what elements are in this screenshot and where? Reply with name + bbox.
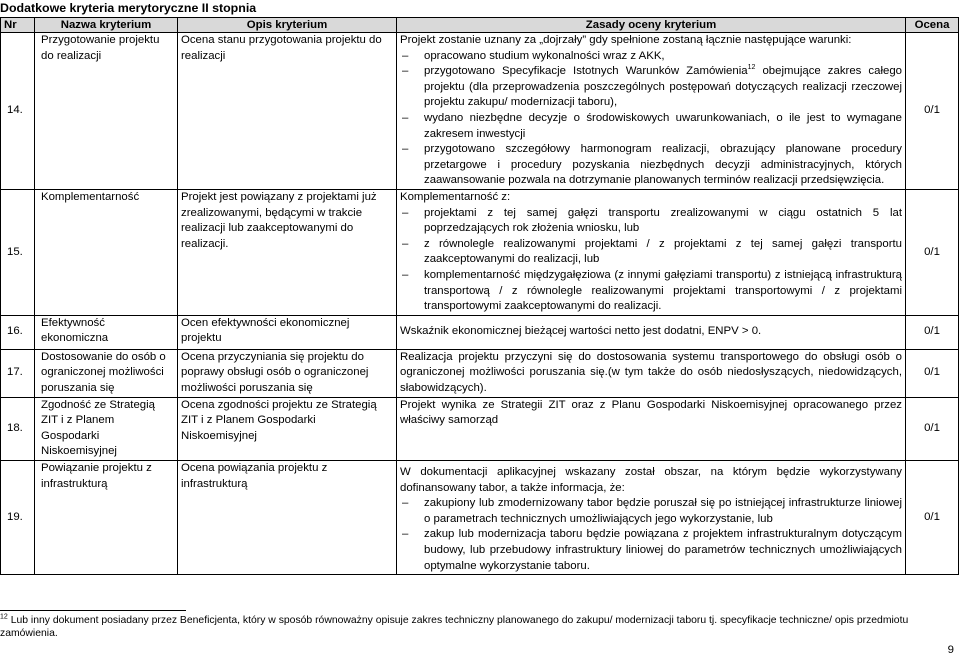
rules-list	[400, 496, 902, 574]
criterion-rules: Wskaźnik ekonomicznej bieżącej wartości netto jest dodatni, ENPV > 0.	[397, 315, 906, 349]
list-item: – zakup lub modernizacja taboru będzie powiązana z projektem infrastrukturalnym dotyczącym budowy, lub przebudowy infrastruktury liniowej do parametrów technicznych umożliwiających optymalne wykorzystanie taboru.	[400, 527, 902, 574]
criterion-description: Ocena stanu przygotowania projektu do realizacji	[178, 33, 397, 190]
score-cell: 0/1	[906, 397, 959, 460]
row-number: 19.	[1, 461, 35, 575]
list-item: – projektami z tej samej gałęzi transportu zrealizowanymi w ciągu ostatnich 5 lat poprzedzających rok złożenia wniosku, lub	[400, 206, 902, 237]
page-number: 9	[947, 644, 954, 656]
list-item: – wydano niezbędne decyzje o środowiskowych uwarunkowaniach, o ile jest to wymagane zakresem inwestycji	[400, 111, 902, 142]
criterion-name: Zgodność ze Strategią ZIT i z Planem Gospodarki Niskoemisyjnej	[35, 397, 178, 460]
list-item: – przygotowano szczegółowy harmonogram realizacji, obrazujący planowane procedury przetargowe i procedury pozyskania niezbędnych decyzji administracyjnych, których zaawansowanie pozwala na dotrzymanie planowanych terminów realizacji przedsięwzięcia.	[400, 142, 902, 189]
row-number: 14.	[1, 33, 35, 190]
column-header-desc: Opis kryterium	[178, 18, 397, 33]
criterion-name: Komplementarność	[35, 189, 178, 315]
table-row	[1, 461, 959, 575]
footnote-separator	[0, 610, 186, 611]
criterion-name: Powiązanie projektu z infrastrukturą	[35, 461, 178, 575]
row-number: 17.	[1, 349, 35, 397]
criterion-description: Ocena przyczyniania się projektu do poprawy obsługi osób o ograniczonej możliwości poruszania się	[178, 349, 397, 397]
footnote	[0, 614, 958, 640]
footnote-ref: 12	[747, 64, 756, 72]
criterion-rules	[397, 461, 906, 575]
table-row	[1, 189, 959, 315]
row-number: 15.	[1, 189, 35, 315]
table-row	[1, 33, 959, 190]
criterion-name: Przygotowanie projektu do realizacji	[35, 33, 178, 190]
rules-intro: W dokumentacji aplikacyjnej wskazany został obszar, na którym będzie wykorzystywany dofinansowany tabor, a także informacja, że:	[400, 466, 902, 494]
score-cell: 0/1	[906, 461, 959, 575]
score-cell: 0/1	[906, 349, 959, 397]
criterion-description: Ocena zgodności projektu ze Strategią ZIT i z Planem Gospodarki Niskoemisyjnej	[178, 397, 397, 460]
criterion-description: Projekt jest powiązany z projektami już zrealizowanymi, będącymi w trakcie realizacji lub zaakceptowanymi do realizacji.	[178, 189, 397, 315]
table-row	[1, 315, 959, 349]
criteria-table	[0, 17, 959, 575]
score-cell: 0/1	[906, 33, 959, 190]
criterion-rules: Realizacja projektu przyczyni się do dostosowania systemu transportowego do obsługi osób o ograniczonej możliwości poruszania się.(w tym także do osób niedosłyszących, niedowidzących, słabowidzących).	[397, 349, 906, 397]
criterion-rules	[397, 189, 906, 315]
row-number: 16.	[1, 315, 35, 349]
rules-list	[400, 49, 902, 189]
list-item: – zakupiony lub zmodernizowany tabor będzie poruszał się po istniejącej infrastrukturze liniowej o parametrach technicznych umożliwiających jego wykorzystanie, lub	[400, 496, 902, 527]
footnote-number: 12	[0, 613, 8, 621]
criterion-name: Efektywność ekonomiczna	[35, 315, 178, 349]
score-cell: 0/1	[906, 189, 959, 315]
column-header-name: Nazwa kryterium	[35, 18, 178, 33]
column-header-rules: Zasady oceny kryterium	[397, 18, 906, 33]
criterion-description: Ocen efektywności ekonomicznej projektu	[178, 315, 397, 349]
page-heading: Dodatkowe kryteria merytoryczne II stopnia	[0, 1, 257, 15]
score-cell: 0/1	[906, 315, 959, 349]
footnote-text: Lub inny dokument posiadany przez Beneficjenta, który w sposób równoważny opisuje zakres techniczny planowanego do zakupu/ modernizacji taboru tj. specyfikacje techniczne/ opis przedmiotu zamówienia.	[0, 615, 909, 639]
list-item: – komplementarność międzygałęziowa (z innymi gałęziami transportu) z istniejącą infrastrukturą transportową / z równolegle realizowanymi projektami transportowymi / z projektami transportowymi zaakceptowanymi do realizacji.	[400, 268, 902, 315]
criterion-name: Dostosowanie do osób o ograniczonej możliwości poruszania się	[35, 349, 178, 397]
list-item: – przygotowano Specyfikacje Istotnych Warunków Zamówienia$^{12}$ obejmujące zakres całego projektu (dla przeprowadzenia poszczególnych postępowań dotyczących realizacji rzeczowej projektu zakupu/ modernizacji taboru),	[400, 64, 902, 111]
table-row	[1, 397, 959, 460]
rules-list	[400, 206, 902, 315]
criterion-rules: Projekt wynika ze Strategii ZIT oraz z Planu Gospodarki Niskoemisyjnej opracowanego przez właściwy samorząd	[397, 397, 906, 460]
criterion-rules	[397, 33, 906, 190]
list-item: – opracowano studium wykonalności wraz z AKK,	[400, 49, 902, 65]
row-number: 18.	[1, 397, 35, 460]
column-header-score: Ocena	[906, 18, 959, 33]
table-row	[1, 349, 959, 397]
criterion-description: Ocena powiązania projektu z infrastrukturą	[178, 461, 397, 575]
table-header-row	[1, 18, 959, 33]
rules-intro: Komplementarność z:	[400, 190, 511, 203]
list-item: – z równolegle realizowanymi projektami / z projektami z tej samej gałęzi transportu zaakceptowanymi do realizacji, lub	[400, 237, 902, 268]
column-header-nr: Nr	[1, 18, 35, 33]
rules-intro: Projekt zostanie uznany za „dojrzały” gdy spełnione zostaną łącznie następujące warunki:	[400, 34, 852, 46]
